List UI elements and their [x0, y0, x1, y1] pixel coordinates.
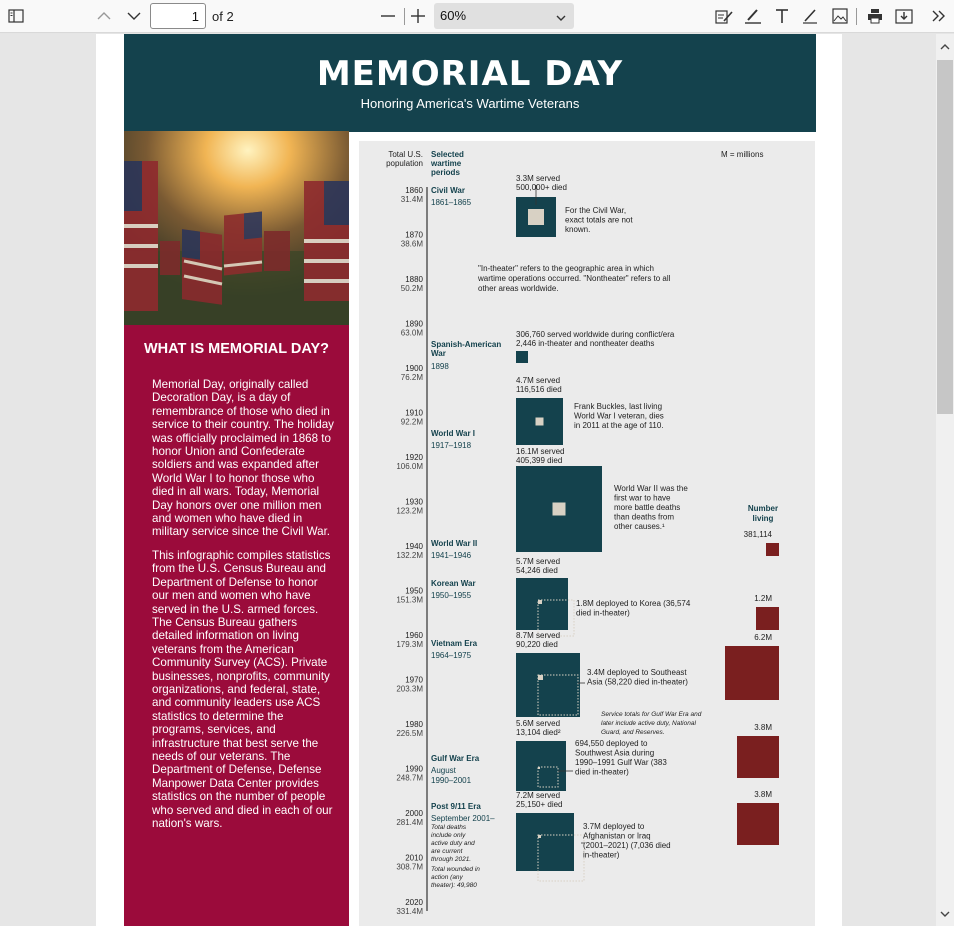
population-value: 281.4M — [396, 818, 423, 827]
document-viewer[interactable] — [0, 34, 936, 926]
theater-note: "In-theater" refers to the geographic area in which — [478, 264, 654, 273]
war-note: Afghanistan or Iraq — [583, 831, 651, 841]
more-tools-icon[interactable] — [928, 4, 950, 28]
image-icon[interactable] — [829, 4, 851, 28]
text-tool-icon[interactable] — [771, 4, 793, 28]
war-note: known. — [565, 225, 591, 234]
population-value: 92.2M — [400, 417, 423, 427]
zoom-value: 60% — [440, 8, 467, 23]
living-header: Number — [747, 504, 779, 513]
war-years: 1861–1865 — [431, 198, 472, 207]
decade-label: 1930 — [405, 497, 423, 507]
decade-label: 1950 — [405, 586, 423, 596]
toolbar-divider — [856, 8, 857, 25]
zoom-select[interactable] — [434, 3, 574, 29]
war-note: more battle deaths — [614, 503, 681, 512]
war-note: 3.4M deployed to Southeast — [587, 668, 687, 677]
post911-note: through 2021. — [431, 856, 472, 863]
draw-icon[interactable] — [800, 4, 822, 28]
millions-legend: M = millions — [721, 150, 764, 159]
page-subtitle: Honoring America's Wartime Veterans — [360, 96, 580, 111]
war-note: Frank Buckles, last living — [574, 402, 663, 411]
died-label: 90,220 died — [516, 640, 558, 649]
served-square — [516, 813, 574, 871]
died-label: 500,000+ died — [516, 183, 567, 192]
service-note: Service totals for Gulf War Era and — [601, 711, 702, 718]
war-note: World War I veteran, dies — [574, 411, 664, 421]
what-is-memorial-day-panel — [124, 325, 349, 926]
war-note: died in-theater) — [576, 608, 630, 618]
population-header: population — [386, 159, 423, 168]
living-count: 3.8M — [754, 723, 772, 732]
decade-label: 2000 — [405, 809, 423, 818]
decade-label: 1970 — [405, 675, 423, 685]
war-years: 1941–1946 — [431, 551, 472, 560]
vertical-scrollbar[interactable] — [936, 34, 954, 926]
war-years: September 2001– — [431, 814, 495, 823]
population-value: 226.5M — [396, 729, 423, 738]
population-value: 50.2M — [400, 284, 423, 293]
decade-label: 1900 — [405, 364, 423, 373]
decade-label: 1910 — [405, 408, 423, 418]
population-value: 38.6M — [400, 239, 423, 249]
served-label: 16.1M served — [516, 447, 565, 456]
scrollbar-thumb[interactable] — [937, 60, 953, 414]
war-note: For the Civil War, — [565, 206, 627, 215]
population-value: 63.0M — [400, 328, 423, 338]
died-square — [538, 675, 543, 680]
served-label: 5.6M served — [516, 719, 561, 728]
pdf-page — [96, 34, 842, 926]
war-note: in-theater) — [583, 850, 620, 860]
war-note: than deaths from — [614, 512, 675, 522]
war-name: War — [431, 349, 446, 358]
decade-label: 1880 — [405, 275, 423, 284]
war-note: exact totals are not — [565, 215, 633, 225]
war-name: Post 9/11 Era — [431, 802, 481, 811]
living-square — [766, 543, 779, 556]
flags-photo — [124, 131, 349, 325]
served-label: 4.7M served — [516, 376, 561, 385]
theater-note: wartime operations occurred. "Nontheater" refers to all — [478, 274, 671, 283]
sidebar-paragraph: This infographic compiles statistics from the U.S. Census Bureau and Department of Defense to honor our men and women who have served in the U.S. armed forces. The Census Bureau gathers detailed information on living veterans from the American Community Survey (ACS). Private businesses, nonprofits, community organizations, and federal, state, and community leaders use ACS statistics to determine the programs, services, and infrastructure that best serve the needs of our veterans. The Department of Defense, Defense Manpower Data Center provides statistics on the number of people who served and died in each of our nation's wars. — [152, 548, 333, 830]
wartime-header: periods — [431, 168, 460, 177]
sidebar-paragraph: Memorial Day, originally called Decoration Day, is a day of remembrance of those who died in service to their country. The holiday was officially proclaimed in 1868 to honor Union and Confederate soldiers and was expanded after World War I to honor those who died in all wars. Today, Memorial Day honors over one million men and women who have died in military service since the Civil War. — [152, 378, 334, 539]
decade-label: 1940 — [405, 542, 423, 551]
living-square — [737, 736, 779, 778]
died-square — [538, 600, 542, 604]
wounded-note: theater): 49,980 — [431, 882, 477, 889]
living-count: 3.8M — [754, 790, 772, 799]
population-value: 106.0M — [396, 462, 423, 471]
wartime-header: Selected — [431, 150, 464, 159]
wounded-note: action (any — [431, 874, 463, 881]
zoom-in-button[interactable] — [408, 4, 428, 28]
war-years: 1950–1955 — [431, 591, 472, 600]
sidebar-toggle-icon[interactable] — [5, 4, 27, 28]
died-label: 54,246 died — [516, 566, 558, 575]
wartime-header: wartime — [431, 159, 462, 168]
war-name: Korean War — [431, 579, 476, 588]
died-label: 25,150+ died — [516, 800, 563, 809]
print-icon[interactable] — [864, 4, 886, 28]
war-note: 1990–1991 Gulf War (383 — [575, 758, 667, 767]
died-label: 405,399 died — [516, 456, 563, 465]
post911-note: include only — [431, 832, 466, 839]
living-count: 6.2M — [754, 633, 772, 642]
previous-page-button[interactable] — [93, 4, 115, 28]
war-note: other causes.¹ — [614, 522, 665, 531]
war-note: 694,550 deployed to — [575, 739, 648, 748]
service-note: Guard, and Reserves. — [601, 729, 665, 736]
died-label: 2,446 in-theater and nontheater deaths — [516, 339, 655, 348]
theater-note: other areas worldwide. — [478, 284, 559, 293]
died-square — [553, 503, 566, 516]
died-label: 13,104 died² — [516, 728, 561, 737]
war-name: Civil War — [431, 186, 465, 195]
war-note: died in-theater) — [575, 767, 629, 777]
population-value: 76.2M — [400, 373, 423, 382]
decade-label: 1920 — [405, 453, 423, 462]
served-label: 306,760 served worldwide during conflict/era — [516, 330, 675, 339]
pdf-toolbar — [0, 0, 954, 33]
population-value: 31.4M — [400, 195, 423, 204]
living-square — [737, 803, 779, 845]
war-note: Southwest Asia during — [575, 748, 655, 758]
zoom-out-button[interactable] — [378, 4, 398, 28]
sidebar-heading: WHAT IS MEMORIAL DAY? — [143, 341, 329, 357]
highlight-icon[interactable] — [742, 4, 764, 28]
population-value: 203.3M — [396, 684, 423, 694]
scroll-down-icon[interactable] — [940, 904, 950, 922]
died-square — [528, 209, 544, 225]
living-square — [756, 607, 779, 630]
war-years: 1898 — [431, 362, 449, 371]
war-note: World War II was the — [614, 484, 688, 493]
population-value: 308.7M — [396, 862, 423, 872]
war-name: Spanish-American — [431, 340, 502, 349]
toolbar-divider — [404, 8, 405, 25]
living-header: living — [752, 514, 774, 523]
save-icon[interactable] — [893, 4, 915, 28]
decade-label: 2010 — [405, 853, 423, 863]
war-name: World War I — [431, 429, 475, 438]
population-value: 179.3M — [396, 640, 423, 649]
war-years: 1917–1918 — [431, 441, 472, 450]
population-header: Total U.S. — [388, 150, 423, 159]
decade-label: 1870 — [405, 230, 423, 240]
timeline-svg — [359, 141, 815, 926]
served-square — [516, 351, 528, 363]
war-note: in 2011 at the age of 110. — [574, 421, 664, 430]
decade-label: 1890 — [405, 319, 423, 329]
wounded-note: Total wounded in — [431, 866, 480, 873]
living-count: 381,114 — [743, 530, 772, 539]
page-number-input[interactable] — [150, 3, 206, 29]
war-note: 1.8M deployed to Korea (36,574 — [576, 599, 691, 608]
next-page-button[interactable] — [123, 4, 145, 28]
war-note: 3.7M deployed to — [583, 822, 645, 831]
chevron-down-icon — [556, 4, 566, 30]
war-name: Gulf War Era — [431, 754, 480, 763]
population-value: 132.2M — [396, 551, 423, 560]
served-label: 5.7M served — [516, 557, 561, 566]
served-label: 7.2M served — [516, 791, 561, 800]
war-note: first war to have — [614, 493, 671, 503]
served-square — [516, 653, 580, 717]
living-count: 1.2M — [754, 594, 772, 603]
died-square — [536, 418, 544, 426]
decade-label: 1980 — [405, 720, 423, 729]
died-square — [538, 835, 541, 838]
died-label: 116,516 died — [516, 385, 562, 394]
served-label: 3.3M served — [516, 174, 561, 183]
war-years: 1990–2001 — [431, 776, 472, 785]
service-note: later include active duty, National — [601, 720, 696, 727]
decade-label: 2020 — [405, 898, 423, 907]
edit-text-icon[interactable] — [713, 4, 735, 28]
wartime-timeline-chart — [359, 141, 815, 926]
decade-label: 1860 — [405, 186, 423, 195]
population-value: 123.2M — [396, 506, 423, 516]
page-title: MEMORIAL DAY — [316, 54, 624, 94]
decade-label: 1990 — [405, 764, 423, 774]
population-value: 331.4M — [396, 907, 423, 916]
war-name: Vietnam Era — [431, 639, 478, 648]
living-square — [725, 646, 779, 700]
population-value: 248.7M — [396, 773, 423, 783]
war-years: 1964–1975 — [431, 651, 472, 660]
decade-label: 1960 — [405, 631, 423, 640]
population-value: 151.3M — [396, 595, 423, 605]
title-banner — [124, 34, 816, 132]
war-years: August — [431, 766, 456, 775]
post911-note: active duty and — [431, 840, 475, 847]
post911-note: Total deaths — [431, 824, 467, 831]
scroll-up-icon[interactable] — [940, 37, 950, 55]
war-name: World War II — [431, 539, 478, 548]
post911-note: are current — [431, 848, 463, 855]
war-note: (2001–2021) (7,036 died — [583, 841, 671, 850]
war-note: Asia (58,220 died in-theater) — [587, 677, 688, 687]
page-total-label: of 2 — [212, 9, 234, 24]
served-label: 8.7M served — [516, 631, 561, 640]
died-square — [538, 767, 540, 769]
